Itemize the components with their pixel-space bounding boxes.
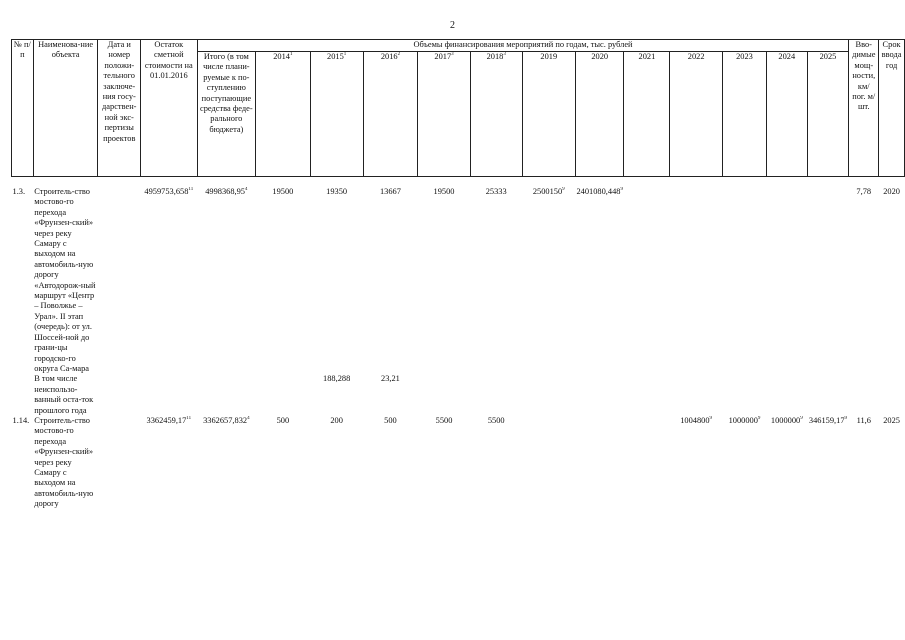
year-value: 19500 xyxy=(272,187,294,196)
year-value: 500 xyxy=(384,415,397,425)
year-header: 2020 xyxy=(575,52,623,177)
year-header: 2025 xyxy=(807,52,849,177)
year-value-text: 2500150 xyxy=(532,187,563,196)
year-value xyxy=(575,416,623,510)
row-num: 1.14. xyxy=(12,415,30,425)
year-header xyxy=(418,52,471,177)
year-label: 2017 xyxy=(434,52,452,61)
year-header: 2024 xyxy=(767,52,807,177)
year-header xyxy=(363,52,418,177)
table-row xyxy=(12,187,905,374)
object-name: Строитель-ство мостово-го перехода «Фрунзен-ский» через реку Самару с выходом на автомобиль-ную дорогу xyxy=(34,415,94,509)
footnote-mark: 3 xyxy=(503,52,506,57)
footnote-mark: 11 xyxy=(186,415,192,421)
object-name: Строитель-ство мостово-го перехода «Фрунзен-ский» через реку Самару с выходом на автомобиль-ную дорогу «Автодорож-ный маршрут «Центр – Поволжье – Урал». II этап (очередь): от ул. Шоссей-ной до грани-цы городско-го округа Са-мара xyxy=(34,187,96,373)
footnote-mark: 9 xyxy=(562,187,565,192)
year-value: 19500 xyxy=(433,187,455,196)
capacity-value: 11,6 xyxy=(856,415,871,425)
year-value-text: 1000000 xyxy=(770,415,801,425)
year-value xyxy=(624,187,670,374)
year-header xyxy=(256,52,311,177)
expertise-date xyxy=(98,187,141,374)
year-label: 2018 xyxy=(486,52,504,61)
capacity-value: 7,78 xyxy=(856,187,872,196)
term-value: 2025 xyxy=(883,415,900,425)
year-value xyxy=(722,416,766,510)
year-value-text: 2401080,448 xyxy=(576,187,621,196)
header-spacer-row xyxy=(12,177,905,188)
year-value-text: 346159,17 xyxy=(808,415,845,425)
year-label: 2016 xyxy=(380,52,398,61)
year-value: 5500 xyxy=(487,415,505,425)
financing-group-header: Объемы финансирования мероприятий по годам, тыс. рублей xyxy=(197,40,849,52)
table-row xyxy=(12,374,905,416)
year-label: 2014 xyxy=(273,52,290,61)
balance-value: 3362459,17 xyxy=(146,415,187,425)
total-cell xyxy=(197,416,256,510)
year-value: 19350 xyxy=(326,187,348,196)
object-name: В том числе неиспользо-ванный оста-ток прошлого года xyxy=(34,374,94,415)
footnote-mark: 11 xyxy=(188,187,194,192)
year-value: 188,288 xyxy=(323,374,351,384)
col-date-header: Дата и номер положи-тельного заключе-ния госу-дарствен-ной экс-пертизы проектов xyxy=(98,40,141,177)
footnote-mark: 2 xyxy=(397,52,401,57)
year-header xyxy=(310,52,363,177)
year-value xyxy=(767,187,807,374)
col-name-header: Наименова-ние объекта xyxy=(33,40,98,177)
footnote-mark: 4 xyxy=(247,415,250,421)
year-value xyxy=(807,187,849,374)
balance-cell xyxy=(141,187,198,374)
year-header: 2022 xyxy=(670,52,723,177)
row-num: 1.3. xyxy=(12,187,26,196)
term-value: 2020 xyxy=(883,187,900,196)
footnote-mark: 9 xyxy=(844,415,847,421)
table-row xyxy=(12,416,905,510)
total-cell xyxy=(197,187,256,374)
year-value xyxy=(670,187,723,374)
year-header: 2019 xyxy=(522,52,575,177)
year-value xyxy=(624,416,670,510)
year-value-text: 1004800 xyxy=(680,415,710,425)
footnote-mark: 1 xyxy=(343,52,347,57)
year-header xyxy=(470,52,522,177)
year-value-text: 1000000 xyxy=(728,415,758,425)
financing-table xyxy=(11,39,905,510)
expertise-date xyxy=(98,416,141,510)
page-number: 2 xyxy=(450,20,455,31)
year-header: 2023 xyxy=(722,52,766,177)
year-value xyxy=(807,416,849,510)
year-value xyxy=(670,416,723,510)
balance-cell xyxy=(141,416,198,510)
col-term-header: Срок ввода год xyxy=(879,40,905,177)
year-value xyxy=(767,416,807,510)
col-capacity-header: Вво-димые мощ-ности, км/ пог. м/шт. xyxy=(849,40,879,177)
year-value: 23,21 xyxy=(381,374,400,384)
year-value: 13667 xyxy=(379,187,401,196)
balance-value: 4959753,658 xyxy=(144,187,189,196)
year-value: 25333 xyxy=(485,187,507,196)
footnote-mark: 9 xyxy=(757,415,761,421)
year-label: 2015 xyxy=(327,52,344,61)
year-value xyxy=(522,416,575,510)
col-total-header: Итого (в том числе плани-руемые к по-ступлению поступающие средства феде-рального бюджета) xyxy=(197,52,256,177)
footnote-mark: 3 xyxy=(451,52,454,57)
col-num-header: № п/п xyxy=(12,40,34,177)
year-value xyxy=(522,187,575,374)
footnote-mark: 4 xyxy=(244,187,248,192)
footnote-mark: 1 xyxy=(289,52,293,57)
footnote-mark: 9 xyxy=(620,187,623,192)
total-value: 3362657,832 xyxy=(203,415,248,425)
year-value: 200 xyxy=(330,415,343,425)
year-value xyxy=(722,187,766,374)
footnote-mark: 9 xyxy=(709,415,713,421)
footnote-mark: 9 xyxy=(800,415,803,421)
year-value: 5500 xyxy=(435,415,453,425)
year-value xyxy=(575,187,623,374)
col-balance-header: Остаток сметной стоимости на 01.01.2016 xyxy=(141,40,198,177)
header-row-top xyxy=(12,40,905,52)
year-header: 2021 xyxy=(624,52,670,177)
year-value: 500 xyxy=(276,415,290,425)
total-value: 4998368,95 xyxy=(205,187,245,196)
